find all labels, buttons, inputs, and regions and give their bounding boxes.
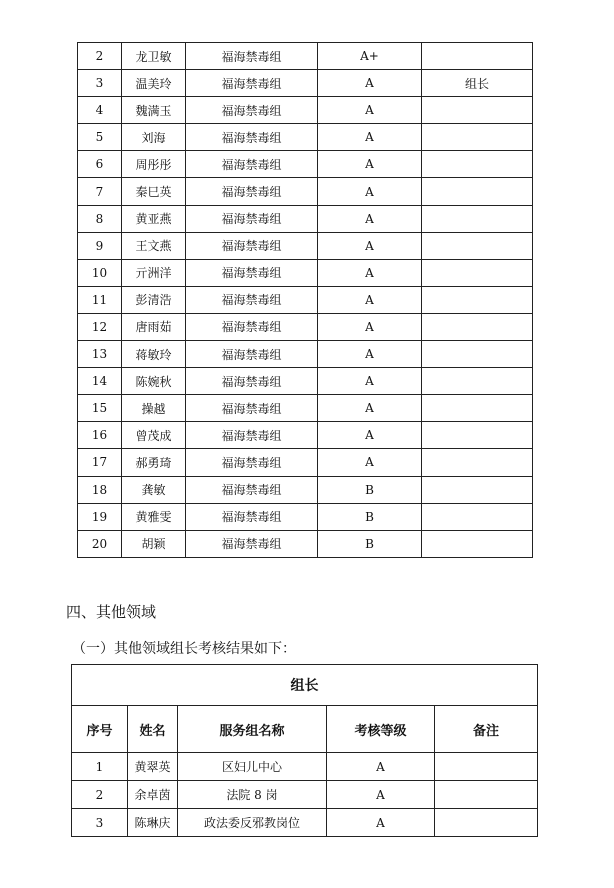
- cell-name: 刘海: [122, 124, 186, 151]
- cell-group: 福海禁毒组: [186, 503, 318, 530]
- cell-group: 福海禁毒组: [186, 313, 318, 340]
- table-row: [78, 503, 533, 530]
- cell-no: 17: [78, 449, 122, 476]
- cell-name: 陈婉秋: [122, 368, 186, 395]
- cell-group: 福海禁毒组: [186, 259, 318, 286]
- cell-group: 区妇儿中心: [178, 753, 327, 781]
- table-row: [78, 259, 533, 286]
- cell-note: [422, 368, 533, 395]
- cell-note: [422, 476, 533, 503]
- table-title: 组长: [72, 665, 538, 706]
- cell-note: [422, 151, 533, 178]
- cell-name: 龚敏: [122, 476, 186, 503]
- cell-note: [422, 503, 533, 530]
- cell-note: [422, 97, 533, 124]
- cell-name: 秦巳英: [122, 178, 186, 205]
- cell-group: 福海禁毒组: [186, 70, 318, 97]
- cell-no: 8: [78, 205, 122, 232]
- cell-name: 彭清浩: [122, 286, 186, 313]
- cell-note: [422, 178, 533, 205]
- header-group: 服务组名称: [178, 706, 327, 753]
- cell-note: [422, 530, 533, 557]
- cell-grade: A: [318, 205, 422, 232]
- cell-no: 18: [78, 476, 122, 503]
- cell-group: 福海禁毒组: [186, 476, 318, 503]
- cell-name: 郝勇琦: [122, 449, 186, 476]
- cell-no: 15: [78, 395, 122, 422]
- cell-no: 7: [78, 178, 122, 205]
- cell-no: 19: [78, 503, 122, 530]
- table-row: [78, 368, 533, 395]
- cell-note: [422, 205, 533, 232]
- table-row: [72, 781, 538, 809]
- cell-note: [422, 124, 533, 151]
- section-heading: 四、其他领域: [66, 603, 157, 621]
- section-subheading: （一）其他领域组长考核结果如下：: [72, 641, 296, 657]
- leader-table-body: [72, 665, 538, 837]
- cell-no: 1: [72, 753, 128, 781]
- table-row: [78, 151, 533, 178]
- table-row: [78, 395, 533, 422]
- cell-group: 福海禁毒组: [186, 97, 318, 124]
- cell-name: 余卓茵: [128, 781, 178, 809]
- table-row: [78, 232, 533, 259]
- cell-note: 组长: [422, 70, 533, 97]
- table-row: [78, 70, 533, 97]
- cell-name: 魏满玉: [122, 97, 186, 124]
- cell-grade: A: [318, 178, 422, 205]
- cell-no: 5: [78, 124, 122, 151]
- cell-group: 福海禁毒组: [186, 368, 318, 395]
- cell-note: [422, 286, 533, 313]
- cell-grade: A: [318, 368, 422, 395]
- cell-no: 12: [78, 313, 122, 340]
- cell-group: 福海禁毒组: [186, 449, 318, 476]
- header-grade: 考核等级: [327, 706, 435, 753]
- table-header-row: [72, 706, 538, 753]
- cell-no: 11: [78, 286, 122, 313]
- cell-name: 陈琳庆: [128, 809, 178, 837]
- cell-grade: A: [327, 781, 435, 809]
- cell-name: 唐雨茹: [122, 313, 186, 340]
- cell-group: 法院 8 岗: [178, 781, 327, 809]
- cell-group: 福海禁毒组: [186, 395, 318, 422]
- cell-grade: A: [318, 313, 422, 340]
- cell-group: 政法委反邪教岗位: [178, 809, 327, 837]
- cell-name: 黄亚燕: [122, 205, 186, 232]
- cell-name: 曾茂成: [122, 422, 186, 449]
- cell-name: 操越: [122, 395, 186, 422]
- table-row: [78, 530, 533, 557]
- cell-grade: A+: [318, 43, 422, 70]
- table-row: [78, 476, 533, 503]
- cell-no: 2: [78, 43, 122, 70]
- cell-note: [422, 449, 533, 476]
- cell-grade: A: [318, 286, 422, 313]
- cell-grade: A: [318, 259, 422, 286]
- table-row: [78, 124, 533, 151]
- cell-group: 福海禁毒组: [186, 151, 318, 178]
- cell-grade: A: [327, 809, 435, 837]
- cell-note: [435, 753, 538, 781]
- cell-group: 福海禁毒组: [186, 530, 318, 557]
- cell-name: 龙卫敏: [122, 43, 186, 70]
- header-note: 备注: [435, 706, 538, 753]
- cell-grade: B: [318, 476, 422, 503]
- cell-grade: A: [318, 422, 422, 449]
- cell-group: 福海禁毒组: [186, 232, 318, 259]
- cell-grade: A: [318, 341, 422, 368]
- cell-grade: A: [318, 232, 422, 259]
- results-table-continued: [77, 42, 533, 558]
- cell-no: 2: [72, 781, 128, 809]
- cell-grade: A: [318, 151, 422, 178]
- cell-grade: B: [318, 530, 422, 557]
- table-row: [78, 313, 533, 340]
- table-row: [72, 753, 538, 781]
- cell-group: 福海禁毒组: [186, 43, 318, 70]
- cell-no: 13: [78, 341, 122, 368]
- cell-no: 20: [78, 530, 122, 557]
- cell-no: 10: [78, 259, 122, 286]
- cell-grade: A: [318, 449, 422, 476]
- cell-note: [422, 313, 533, 340]
- table-row: [78, 97, 533, 124]
- cell-group: 福海禁毒组: [186, 422, 318, 449]
- cell-name: 黄雅雯: [122, 503, 186, 530]
- cell-note: [422, 232, 533, 259]
- header-no: 序号: [72, 706, 128, 753]
- cell-no: 6: [78, 151, 122, 178]
- cell-no: 3: [72, 809, 128, 837]
- cell-no: 9: [78, 232, 122, 259]
- cell-no: 3: [78, 70, 122, 97]
- cell-note: [422, 43, 533, 70]
- cell-grade: A: [318, 124, 422, 151]
- table-row: [78, 341, 533, 368]
- cell-group: 福海禁毒组: [186, 124, 318, 151]
- cell-grade: A: [318, 395, 422, 422]
- table-row: [78, 43, 533, 70]
- table-row: [78, 205, 533, 232]
- leader-results-table: [71, 664, 538, 837]
- cell-name: 蒋敏玲: [122, 341, 186, 368]
- cell-name: 黄翠英: [128, 753, 178, 781]
- cell-name: 亓洲洋: [122, 259, 186, 286]
- cell-note: [422, 259, 533, 286]
- cell-group: 福海禁毒组: [186, 286, 318, 313]
- table-row: [78, 286, 533, 313]
- table-row: [72, 809, 538, 837]
- header-name: 姓名: [128, 706, 178, 753]
- cell-no: 16: [78, 422, 122, 449]
- table-row: [78, 449, 533, 476]
- cell-name: 温美玲: [122, 70, 186, 97]
- cell-name: 胡颖: [122, 530, 186, 557]
- cell-grade: A: [318, 70, 422, 97]
- table-row: [78, 422, 533, 449]
- cell-grade: B: [318, 503, 422, 530]
- cell-group: 福海禁毒组: [186, 178, 318, 205]
- cell-name: 王文燕: [122, 232, 186, 259]
- cell-group: 福海禁毒组: [186, 341, 318, 368]
- cell-group: 福海禁毒组: [186, 205, 318, 232]
- table-row: [78, 178, 533, 205]
- cell-note: [422, 395, 533, 422]
- cell-grade: A: [327, 753, 435, 781]
- results-table-body: [78, 43, 533, 558]
- cell-note: [435, 781, 538, 809]
- cell-note: [422, 422, 533, 449]
- cell-no: 4: [78, 97, 122, 124]
- cell-note: [435, 809, 538, 837]
- table-title-row: [72, 665, 538, 706]
- cell-no: 14: [78, 368, 122, 395]
- cell-grade: A: [318, 97, 422, 124]
- cell-note: [422, 341, 533, 368]
- cell-name: 周彤彤: [122, 151, 186, 178]
